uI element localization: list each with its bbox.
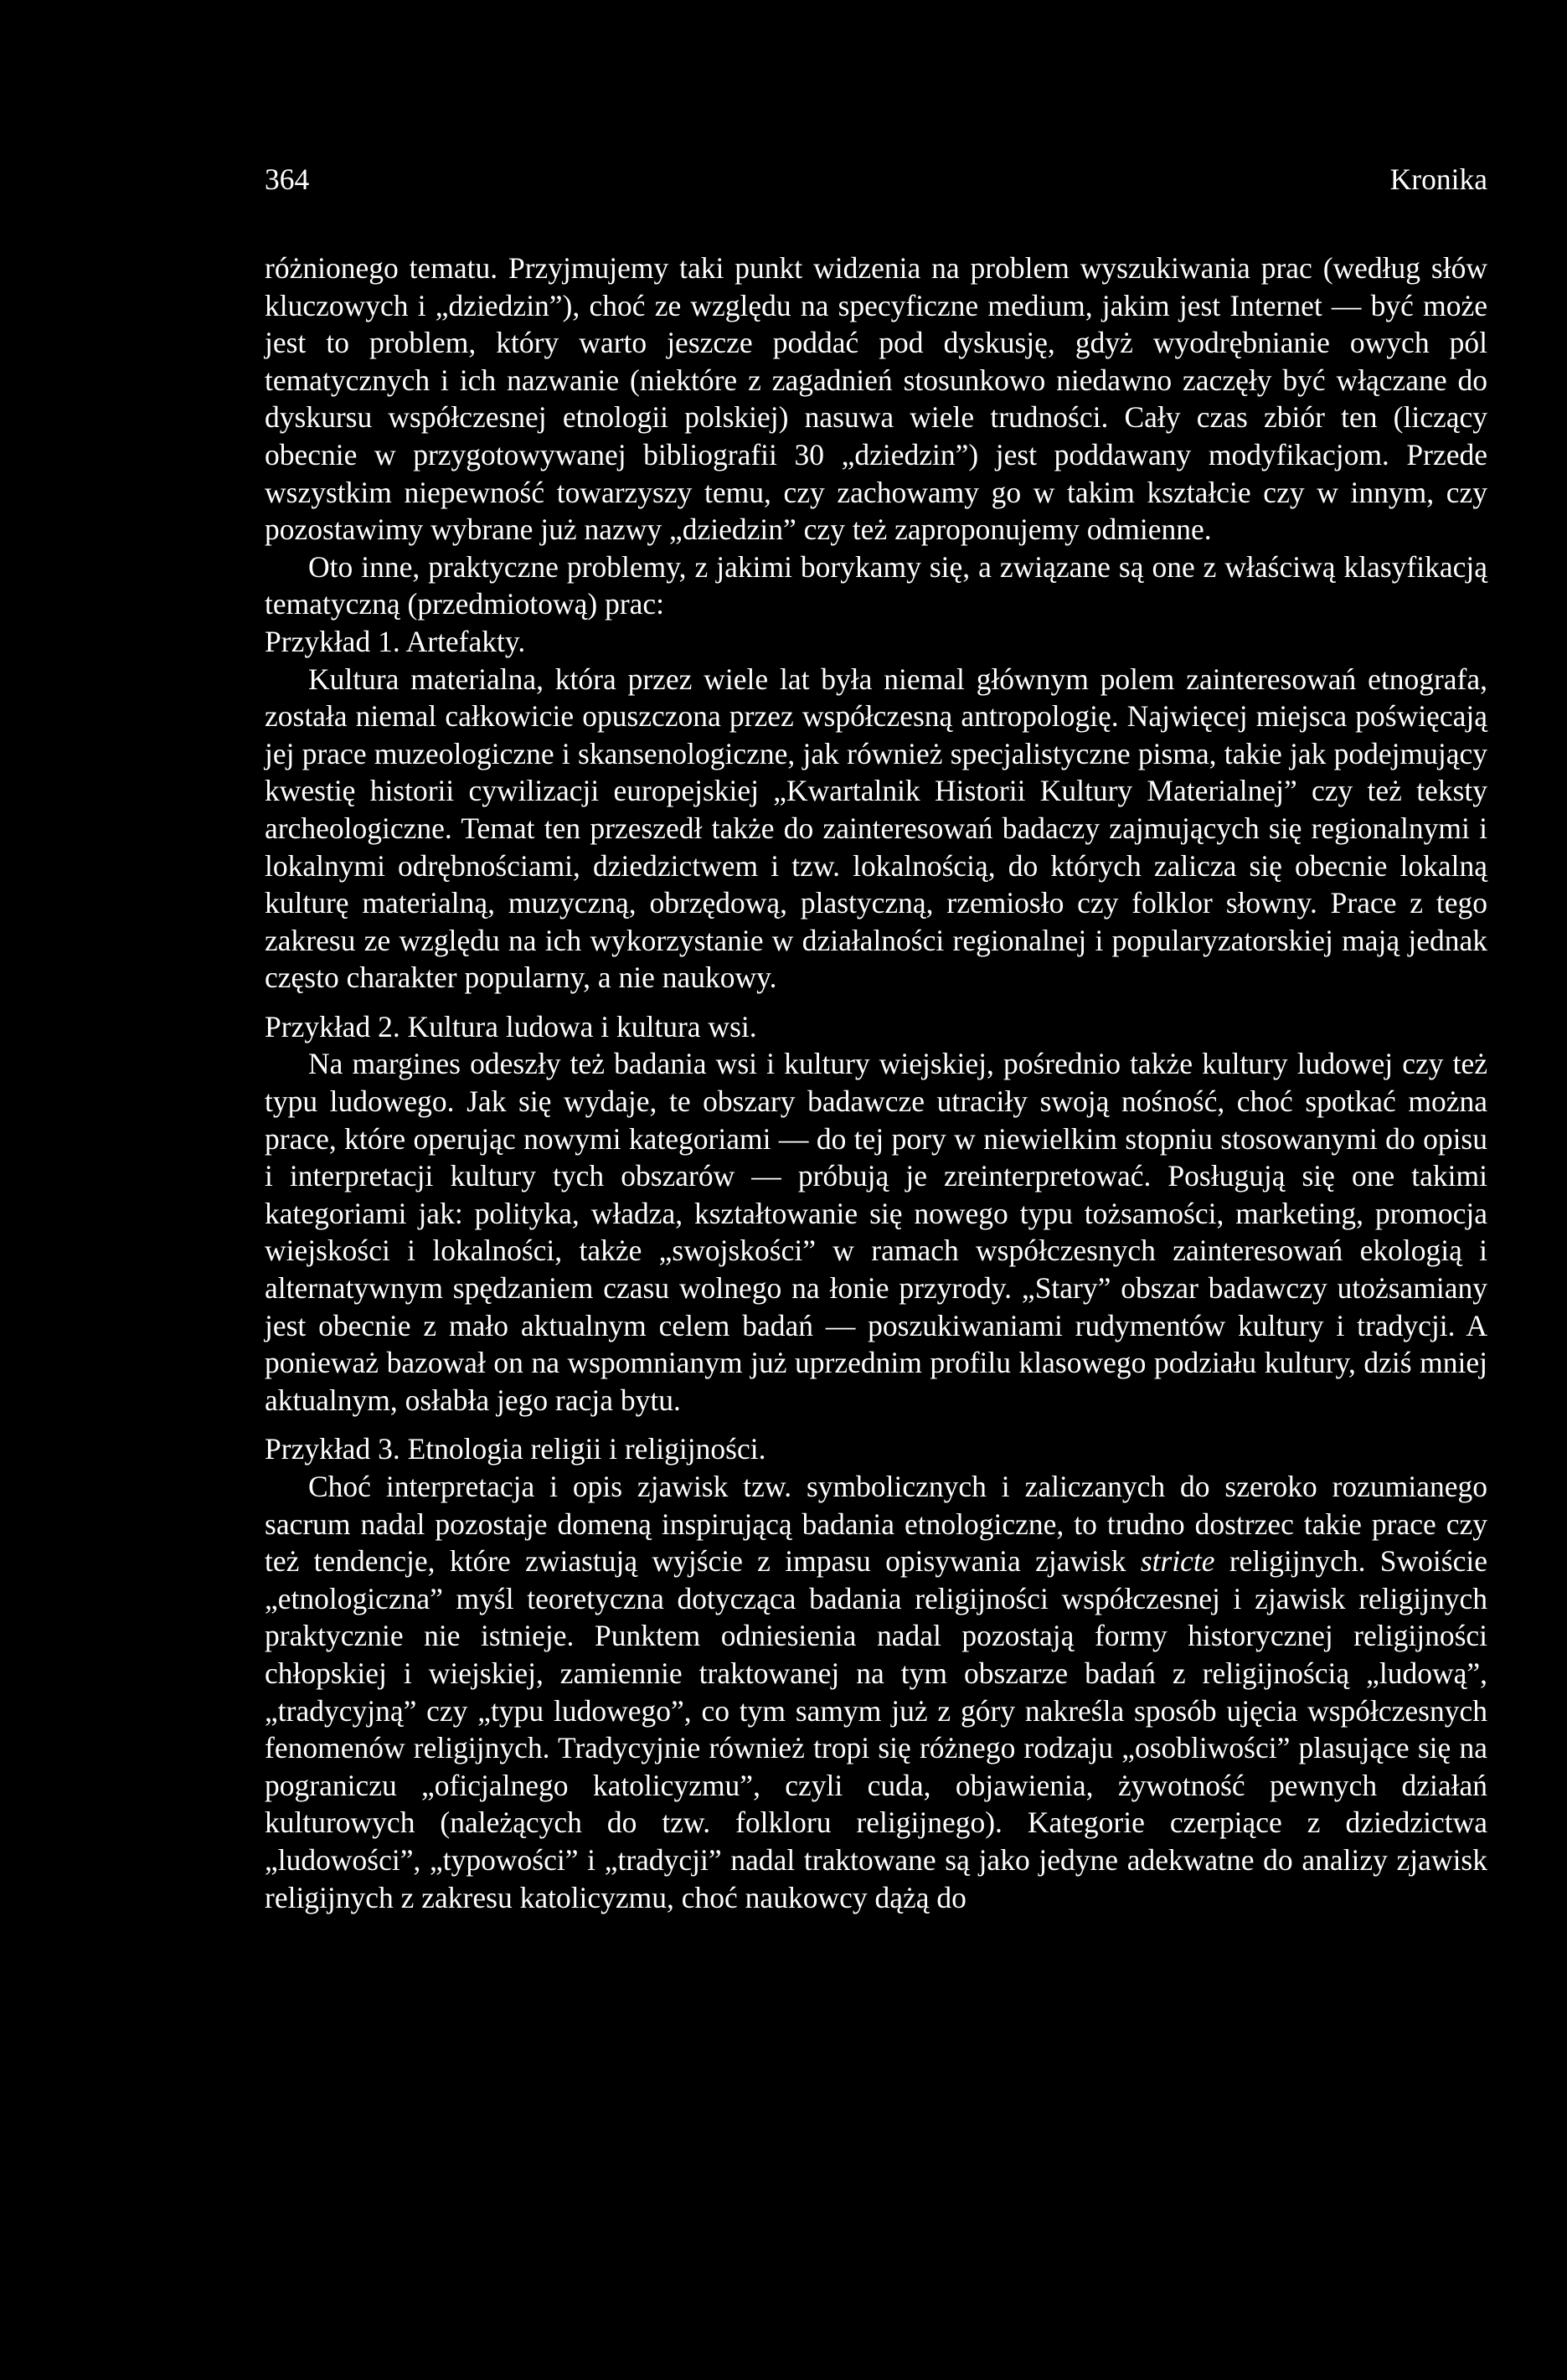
example-heading: Przykład 3. Etnologia religii i religijności.: [265, 1432, 766, 1466]
paragraph: Oto inne, praktyczne problemy, z jakimi borykamy się, a związane są one z właściwą klasyfikacją tematyczną (przedmiotową) prac:: [265, 549, 1487, 621]
running-header: [265, 161, 1487, 194]
page-number: 364: [265, 162, 310, 196]
paragraph: różnionego tematu. Przyjmujemy taki punkt widzenia na problem wyszukiwania prac (według słów kluczowych i „dziedzin”), choć ze względu na specyficzne medium, jakim jest Internet — być może jest to problem, który warto jeszcze poddać pod dyskusję, gdyż wyodrębnianie owych pól tematycznych i ich nazwanie (niektóre z zagadnień stosunkowo niedawno zaczęły być włączane do dyskursu współczesnej etnologii polskiej) nasuwa wiele trudności. Cały czas zbiór ten (liczący obecnie w przygotowywanej bibliografii 30 „dziedzin”) jest poddawany modyfikacjom. Przede wszystkim niepewność towarzyszy temu, czy zachowamy go w takim kształcie czy w innym, czy pozostawimy wybrane już nazwy „dziedzin” czy też zaproponujemy odmienne.: [265, 251, 1487, 547]
paragraph: Na margines odeszły też badania wsi i kultury wiejskiej, pośrednio także kultury ludowej czy też typu ludowego. Jak się wydaje, te obszary badawcze utraciły swoją nośność, choć spotkać można prace, które operując nowymi kategoriami — do tej pory w niewielkim stopniu stosowanymi do opisu i interpretacji kultury tych obszarów — próbują je zreinterpretować. Posługują się one takimi kategoriami jak: polityka, władza, kształtowanie się nowego typu tożsamości, marketing, promocja wiejskości i lokalności, także „swojskości” w ramach współczesnych zainteresowań ekologią i alternatywnym spędzaniem czasu wolnego na łonie przyrody. „Stary” obszar badawczy utożsamiany jest obecnie z mało aktualnym celem badań — poszukiwaniami rudymentów kultury i tradycji. A ponieważ bazował on na wspomnianym już uprzednim profilu klasowego podziału kultury, dziś mniej aktualnym, osłabła jego racja bytu.: [265, 1047, 1487, 1417]
italic-term: stricte: [1140, 1544, 1215, 1579]
paragraph-text-before: Choć interpretacja i opis zjawisk tzw. symbolicznych i zaliczanych do szeroko rozumianego sacrum nadal pozostaje domeną inspirującą badania etnologiczne, to trudno dostrzec takie prace czy też tendencje, które zwiastują wyjście z impasu opisywania zjawisk: [265, 1470, 1487, 1579]
paragraph: Kultura materialna, która przez wiele lat była niemal głównym polem zainteresowań etnografa, została niemal całkowicie opuszczona przez współczesną antropologię. Najwięcej miejsca poświęcają jej prace muzeologiczne i skansenologiczne, jak również specjalistyczne pisma, takie jak podejmujący kwestię historii cywilizacji europejskiej „Kwartalnik Historii Kultury Materialnej” czy też teksty archeologiczne. Temat ten przeszedł także do zainteresowań badaczy zajmujących się regionalnymi i lokalnymi odrębnościami, dziedzictwem i tzw. lokalnością, do których zalicza się obecnie lokalną kulturę materialną, muzyczną, obrzędową, plastyczną, rzemiosło czy folklor słowny. Prace z tego zakresu ze względu na ich wykorzystanie w działalności regionalnej i popularyzatorskiej mają jednak często charakter popularny, a nie naukowy.: [265, 662, 1487, 995]
example-heading: Przykład 2. Kultura ludowa i kultura wsi.: [265, 1009, 757, 1043]
example-heading: Przykład 1. Artefakty.: [265, 624, 526, 658]
paragraph-text-after: religijnych. Swoiście „etnologiczna” myśl teoretyczna dotycząca badania religijności współczesnej i zjawisk religijnych praktycznie nie istnieje. Punktem odniesienia nadal pozostają formy historycznej religijności chłopskiej i wiejskiej, zamiennie traktowanej na tym obszarze badań z religijnością „ludową”, „tradycyjną” czy „typu ludowego”, co tym samym już z góry nakreśla sposób ujęcia współczesnych fenomenów religijnych. Tradycyjnie również tropi się różnego rodzaju „osobliwości” plasujące się na pograniczu „oficjalnego katolicyzmu”, czyli cuda, objawienia, żywotność pewnych działań kulturowych (należących do tzw. folkloru religijnego). Kategorie czerpiące z dziedzictwa „ludowości”, „typowości” i „tradycji” nadal traktowane są jako jedyne adekwatne do analizy zjawisk religijnych z zakresu katolicyzmu, choć naukowcy dążą do: [265, 1544, 1487, 1914]
section-title: Kronika: [1389, 162, 1487, 196]
paragraph: [265, 1468, 1487, 1916]
text-column: [265, 161, 1487, 1916]
